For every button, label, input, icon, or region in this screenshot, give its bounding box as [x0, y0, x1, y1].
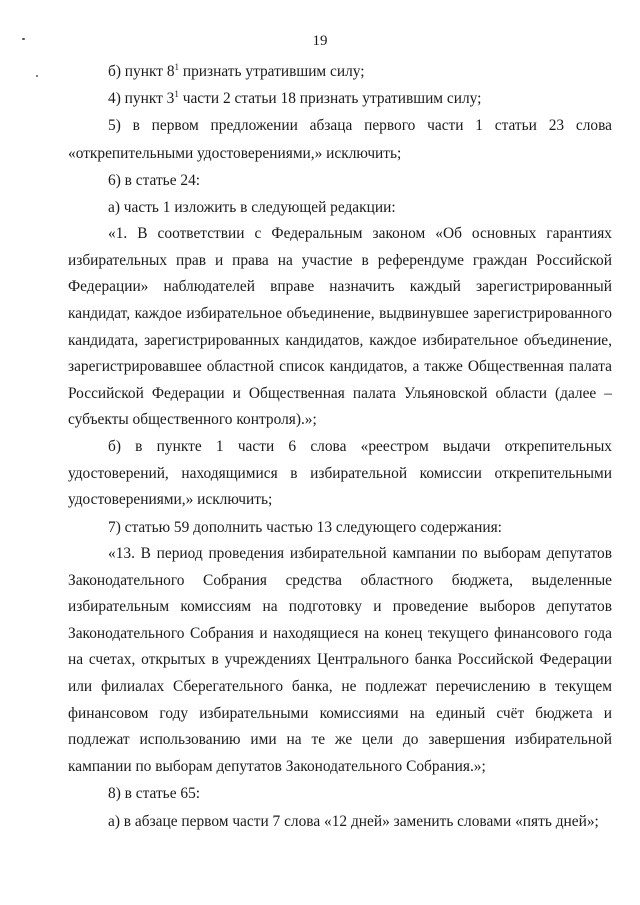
paragraph-point-6: 6) в статье 24:: [108, 171, 201, 189]
paragraph-point-8a: а) в абзаце первом части 7 слова «12 дней» заменить словами «пять дней»;: [108, 812, 599, 830]
paragraph-point-4: 4) пункт $3^1$ части 2 статьи 18 признать утратившим силу;: [108, 89, 482, 108]
page-number: 19: [312, 33, 328, 49]
paragraph-point-8: 8) в статье 65:: [108, 785, 201, 803]
paragraph-quote-part-13: «13. В период проведения избирательной кампании по выборам депутатов Законодательного Собрания средства областного бюджета, выделенные избирательным комиссиям на подготовку и проведение выборов депутатов Законодательного Собрания и находящиеся на конец текущего финансового года на счетах, открытых в учреждениях Центрального банка Российской Федерации или филиалах Сберегательного банка, не подлежат перечислению в текущем финансовом году избирательными комиссиями на единый счёт бюджета и подлежат использованию ими на те же цели до завершения избирательной кампании по выборам депутатов Законодательного Собрания.»;: [68, 544, 612, 775]
paragraph-point-b-8-1: б) пункт $8^1$ признать утратившим силу;: [108, 62, 365, 80]
paragraph-point-7: 7) статью 59 дополнить частью 13 следующего содержания:: [108, 518, 502, 536]
paragraph-point-6b: б) в пункте 1 части 6 слова «реестром выдачи открепительных удостоверений, находящимися в избирательной комиссии открепительными удостоверениями,» исключить;: [68, 437, 612, 509]
document-body: [68, 58, 612, 835]
paragraph-point-6a: а) часть 1 изложить в следующей редакции:: [108, 199, 396, 217]
paragraph-quote-part-1: «1. В соответствии с Федеральным законом «Об основных гарантиях избирательных прав и права на участие в референдуме граждан Российской Федерации» наблюдателей вправе назначить каждый зарегистрированный кандидат, каждое избирательное объединение, выдвинувшее зарегистрированного кандидата, зарегистрированных кандидатов, каждое избирательное объединение, зарегистрировавшее областной список кандидатов, а также Общественная палата Российской Федерации и Общественная палата Ульяновской области (далее – субъекты общественного контроля).»;: [68, 225, 612, 429]
scan-speck: [36, 75, 38, 77]
paragraph-point-5: 5) в первом предложении абзаца первого части 1 статьи 23 слова «открепительными удостоверениями,» исключить;: [68, 117, 612, 162]
